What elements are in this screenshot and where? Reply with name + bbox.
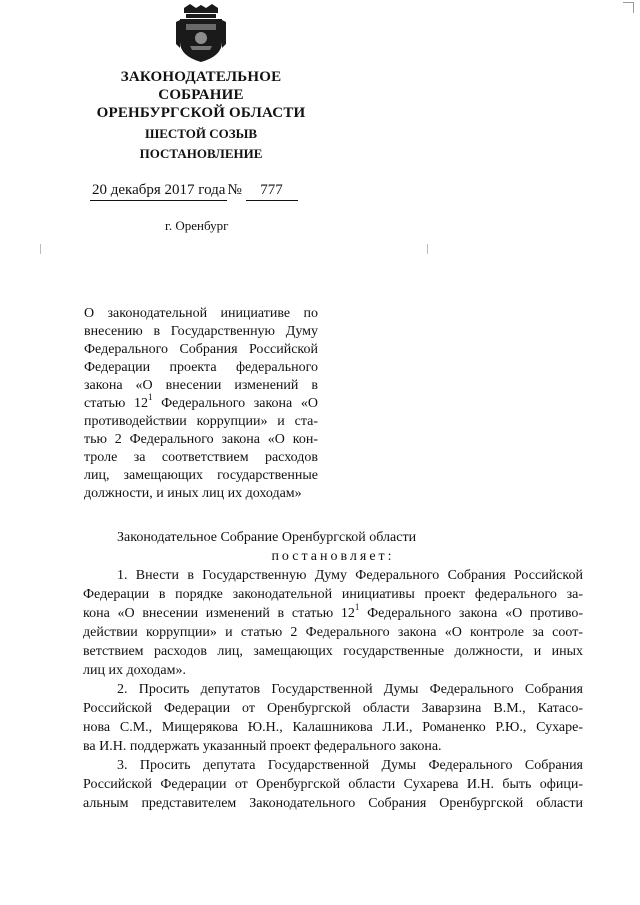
paragraph-3-line: альным представителем Законодательного Собрания Оренбургской области	[83, 796, 583, 811]
paragraph-fragment: Федерального закона «О противо-	[367, 606, 584, 621]
subject-line: троле за соответствием расходов	[84, 450, 318, 465]
document-subject	[84, 305, 318, 503]
document-date: 20 декабря 2017 года	[90, 181, 227, 201]
paragraph-1-line: действии коррупции» и статью 2 Федерального закона «О контроле за соот-	[83, 625, 583, 640]
subject-line: Федерального Собрания Российской	[84, 342, 318, 357]
superscript: 1	[354, 602, 360, 613]
subject-fragment: статью 12	[84, 396, 148, 411]
coat-of-arms-icon	[176, 4, 226, 64]
paragraph-3-line: Российской Федерации от Оренбургской области Сухарева И.Н. быть офици-	[83, 777, 583, 792]
paragraph-1-line: лиц их доходам».	[83, 663, 186, 678]
document-type: ПОСТАНОВЛЕНИЕ	[139, 146, 263, 161]
subject-line	[84, 392, 318, 413]
paragraph-fragment: кона «О внесении изменений в статью 12	[83, 606, 355, 621]
paragraph-2-line: 2. Просить депутатов Государственной Думы Федерального Собрания	[117, 682, 583, 697]
paragraph-2-line: нова С.М., Мищерякова Ю.Н., Калашникова Л.И., Романенко Р.Ю., Сухаре-	[83, 720, 583, 735]
paragraph-1-line: ветствием расходов лиц, замещающих государственные должности, и иных	[83, 644, 583, 659]
convocation-label: ШЕСТОЙ СОЗЫВ	[144, 126, 258, 141]
resolves-word: постановляет:	[271, 549, 395, 564]
city-name: г. Оренбург	[165, 218, 229, 233]
scan-corner-mark	[623, 2, 634, 13]
superscript: 1	[147, 392, 153, 403]
subject-line: должности, и иных лиц их доходам»	[84, 486, 302, 501]
date-and-number	[90, 181, 310, 201]
header-line-3: ОРЕНБУРГСКОЙ ОБЛАСТИ	[96, 105, 306, 121]
intro-line: Законодательное Собрание Оренбургской области	[117, 530, 417, 545]
paragraph-1-line	[83, 604, 583, 623]
resolution-body	[83, 528, 583, 813]
scan-artifact	[427, 244, 428, 254]
subject-line: Федерации проекта федерального	[84, 360, 318, 375]
subject-line: противодействии коррупции» и ста-	[84, 414, 318, 429]
paragraph-1-line: Федерации в порядке законодательной инициативы проект федерального за-	[83, 587, 583, 602]
subject-line: внесению в Государственную Думу	[84, 324, 318, 339]
header-line-2: СОБРАНИЕ	[158, 87, 244, 103]
subject-line: О законодательной инициативе по	[84, 306, 318, 321]
document-number: 777	[246, 181, 298, 201]
header-line-1: ЗАКОНОДАТЕЛЬНОЕ	[120, 69, 282, 85]
subject-fragment: Федерального закона «О	[161, 396, 318, 411]
scan-artifact	[40, 244, 41, 254]
document-header	[95, 68, 307, 162]
paragraph-2-line: Российской Федерации от Оренбургской области Заварзина В.М., Катасо-	[83, 701, 583, 716]
subject-line: тью 2 Федерального закона «О кон-	[84, 432, 318, 447]
subject-line: лиц, замещающих государственные	[84, 468, 318, 483]
paragraph-3-line: 3. Просить депутата Государственной Думы Федерального Собрания	[117, 758, 583, 773]
subject-line: закона «О внесении изменений в	[84, 378, 318, 393]
number-label: №	[227, 182, 242, 198]
paragraph-1-line: 1. Внести в Государственную Думу Федерального Собрания Российской	[117, 568, 583, 583]
paragraph-2-line: ва И.Н. поддержать указанный проект федерального закона.	[83, 739, 442, 754]
